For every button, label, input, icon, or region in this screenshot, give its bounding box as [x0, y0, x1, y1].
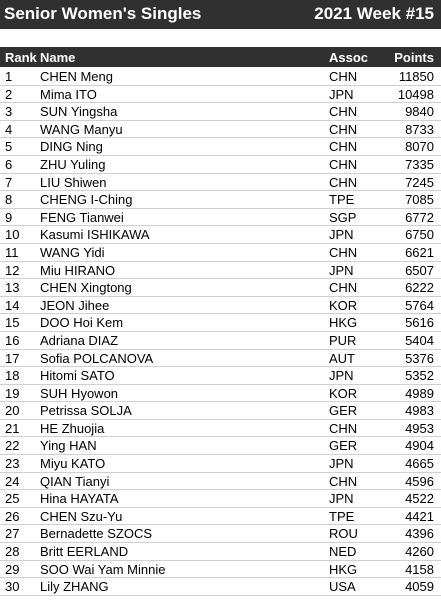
player-name-cell: Kasumi ISHIKAWA	[40, 227, 150, 243]
rank-cell: 11	[5, 244, 19, 260]
player-name-cell: Adriana DIAZ	[40, 332, 119, 348]
column-header-points[interactable]: Points	[394, 50, 434, 65]
rank-cell: 17	[5, 350, 20, 366]
assoc-cell: USA	[329, 579, 356, 595]
assoc-cell: TPE	[329, 508, 355, 524]
table-row[interactable]	[0, 244, 441, 262]
points-cell: 4665	[405, 456, 434, 472]
rank-cell: 1	[5, 69, 13, 84]
table-row[interactable]	[0, 350, 441, 368]
rank-cell: 3	[5, 104, 13, 120]
rank-cell: 26	[5, 508, 20, 524]
table-row[interactable]	[0, 86, 441, 104]
table-row[interactable]	[0, 121, 441, 139]
ranking-table	[0, 68, 441, 596]
table-row[interactable]	[0, 437, 441, 455]
player-name-cell: CHENG I-Ching	[40, 192, 133, 208]
points-cell: 4522	[405, 491, 434, 507]
table-row[interactable]	[0, 367, 441, 385]
table-row[interactable]	[0, 191, 441, 209]
player-name-cell: Lily ZHANG	[40, 579, 109, 595]
player-name-cell: CHEN Szu-Yu	[40, 508, 123, 524]
assoc-cell: HKG	[329, 315, 358, 331]
assoc-cell: CHN	[329, 473, 358, 489]
rank-cell: 5	[5, 139, 13, 155]
table-row[interactable]	[0, 508, 441, 526]
table-row[interactable]	[0, 385, 441, 403]
player-name-cell: SUN Yingsha	[40, 104, 118, 120]
player-name-cell: DING Ning	[40, 139, 103, 155]
assoc-cell: HKG	[329, 561, 358, 577]
assoc-cell: AUT	[329, 350, 355, 366]
table-row[interactable]	[0, 138, 441, 156]
assoc-cell: TPE	[329, 192, 355, 208]
assoc-cell: JPN	[329, 227, 354, 243]
assoc-cell: CHN	[329, 69, 358, 84]
player-name-cell: HE Zhuojia	[40, 420, 105, 436]
points-cell: 10498	[397, 86, 434, 102]
table-row[interactable]	[0, 525, 441, 543]
table-header	[0, 47, 441, 67]
table-row[interactable]	[0, 209, 441, 227]
assoc-cell: JPN	[329, 491, 354, 507]
player-name-cell: FENG Tianwei	[40, 209, 124, 225]
rank-cell: 4	[5, 121, 13, 137]
table-row[interactable]	[0, 543, 441, 561]
assoc-cell: CHN	[329, 139, 358, 155]
points-cell: 4396	[405, 526, 434, 542]
player-name-cell: LIU Shiwen	[40, 174, 107, 190]
points-cell: 8070	[405, 139, 434, 155]
points-cell: 8733	[405, 121, 434, 137]
table-row[interactable]	[0, 314, 441, 332]
assoc-cell: KOR	[329, 297, 358, 313]
points-cell: 9840	[405, 104, 434, 120]
player-name-cell: ZHU Yuling	[40, 156, 106, 172]
rank-cell: 19	[5, 385, 20, 401]
assoc-cell: CHN	[329, 280, 358, 296]
table-row[interactable]	[0, 68, 441, 86]
rank-cell: 10	[5, 227, 20, 243]
table-row[interactable]	[0, 561, 441, 579]
points-cell: 5352	[405, 368, 434, 384]
page-title: Senior Women's Singles	[4, 4, 202, 23]
table-row[interactable]	[0, 297, 441, 315]
rank-cell: 12	[5, 262, 20, 278]
rank-cell: 25	[5, 491, 20, 507]
player-name-cell: Bernadette SZOCS	[40, 526, 152, 542]
player-name-cell: Miyu KATO	[40, 456, 106, 472]
points-cell: 6772	[405, 209, 434, 225]
rank-cell: 16	[5, 332, 20, 348]
points-cell: 7245	[405, 174, 434, 190]
week-label: 2021 Week #15	[314, 4, 434, 23]
player-name-cell: CHEN Meng	[40, 69, 113, 84]
table-row[interactable]	[0, 103, 441, 121]
points-cell: 5404	[405, 332, 434, 348]
player-name-cell: Sofia POLCANOVA	[40, 350, 154, 366]
points-cell: 6222	[405, 280, 434, 296]
points-cell: 5764	[405, 297, 434, 313]
player-name-cell: CHEN Xingtong	[40, 280, 132, 296]
table-row[interactable]	[0, 420, 441, 438]
player-name-cell: Petrissa SOLJA	[40, 403, 132, 419]
points-cell: 5616	[405, 315, 434, 331]
assoc-cell: KOR	[329, 385, 358, 401]
assoc-cell: CHN	[329, 174, 358, 190]
points-cell: 4059	[405, 579, 434, 595]
assoc-cell: JPN	[329, 368, 354, 384]
rank-cell: 14	[5, 297, 20, 313]
player-name-cell: Miu HIRANO	[40, 262, 116, 278]
table-row[interactable]	[0, 402, 441, 420]
table-row[interactable]	[0, 332, 441, 350]
points-cell: 6507	[405, 262, 434, 278]
table-row[interactable]	[0, 279, 441, 297]
table-row[interactable]	[0, 578, 441, 596]
assoc-cell: CHN	[329, 121, 358, 137]
points-cell: 6750	[405, 227, 434, 243]
rank-cell: 9	[5, 209, 13, 225]
table-row[interactable]	[0, 473, 441, 491]
player-name-cell: SUH Hyowon	[40, 385, 119, 401]
table-row[interactable]	[0, 174, 441, 192]
assoc-cell: NED	[329, 544, 357, 560]
column-header-rank[interactable]: Rank	[5, 50, 37, 65]
points-cell: 4421	[405, 508, 434, 524]
rank-cell: 23	[5, 456, 20, 472]
player-name-cell: Mima ITO	[40, 86, 97, 102]
rank-cell: 18	[5, 368, 20, 384]
table-row[interactable]	[0, 455, 441, 473]
column-header-name[interactable]: Name	[40, 50, 76, 65]
rank-cell: 27	[5, 526, 20, 542]
points-cell: 4904	[405, 438, 434, 454]
points-cell: 6621	[405, 244, 434, 260]
assoc-cell: JPN	[329, 456, 354, 472]
title-bar	[0, 0, 441, 29]
assoc-cell: GER	[329, 403, 358, 419]
rank-cell: 7	[5, 174, 13, 190]
assoc-cell: GER	[329, 438, 358, 454]
rank-cell: 6	[5, 156, 13, 172]
table-row[interactable]	[0, 226, 441, 244]
table-row[interactable]	[0, 156, 441, 174]
rank-cell: 8	[5, 192, 13, 208]
rank-cell: 30	[5, 579, 20, 595]
assoc-cell: JPN	[329, 86, 354, 102]
rank-cell: 21	[5, 420, 20, 436]
player-name-cell: WANG Manyu	[40, 121, 123, 137]
assoc-cell: PUR	[329, 332, 357, 348]
assoc-cell: ROU	[329, 526, 358, 542]
player-name-cell: WANG Yidi	[40, 244, 105, 260]
player-name-cell: Ying HAN	[40, 438, 97, 454]
player-name-cell: SOO Wai Yam Minnie	[40, 561, 166, 577]
points-cell: 7335	[405, 156, 434, 172]
points-cell: 4983	[405, 403, 434, 419]
assoc-cell: CHN	[329, 420, 358, 436]
player-name-cell: Britt EERLAND	[40, 544, 129, 560]
rank-cell: 24	[5, 473, 20, 489]
rank-cell: 29	[5, 561, 20, 577]
player-name-cell: Hina HAYATA	[40, 491, 119, 507]
rank-cell: 15	[5, 315, 20, 331]
rank-cell: 20	[5, 403, 20, 419]
points-cell: 4158	[405, 561, 434, 577]
assoc-cell: CHN	[329, 104, 358, 120]
points-cell: 4989	[405, 385, 434, 401]
player-name-cell: DOO Hoi Kem	[40, 315, 124, 331]
points-cell: 5376	[405, 350, 434, 366]
points-cell: 4260	[405, 544, 434, 560]
assoc-cell: SGP	[329, 209, 357, 225]
points-cell: 4596	[405, 473, 434, 489]
assoc-cell: CHN	[329, 244, 358, 260]
points-cell: 11850	[398, 69, 434, 84]
assoc-cell: JPN	[329, 262, 354, 278]
column-header-assoc[interactable]: Assoc	[329, 50, 369, 65]
rank-cell: 2	[5, 86, 13, 102]
player-name-cell: Hitomi SATO	[40, 368, 115, 384]
rank-cell: 28	[5, 544, 20, 560]
rank-cell: 13	[5, 280, 20, 296]
points-cell: 4953	[405, 420, 434, 436]
points-cell: 7085	[405, 192, 434, 208]
table-row[interactable]	[0, 262, 441, 280]
table-row[interactable]	[0, 490, 441, 508]
rank-cell: 22	[5, 438, 20, 454]
player-name-cell: QIAN Tianyi	[40, 473, 110, 489]
player-name-cell: JEON Jihee	[40, 297, 110, 313]
assoc-cell: CHN	[329, 156, 358, 172]
